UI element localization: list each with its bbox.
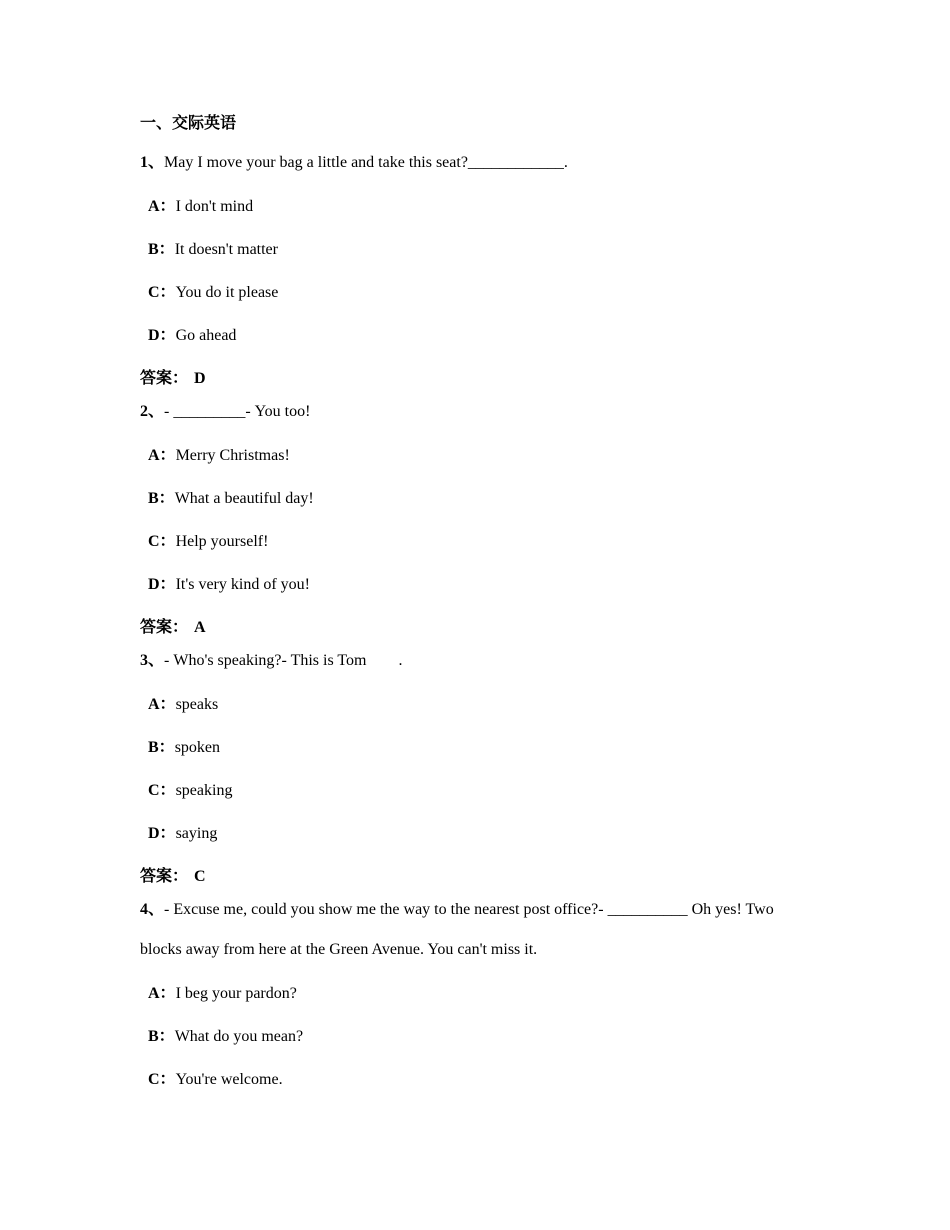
- option-c: [140, 271, 810, 314]
- question-3: [140, 641, 810, 681]
- option-letter: C：: [148, 782, 176, 799]
- question-2: [140, 392, 810, 432]
- option-letter: C：: [148, 533, 176, 550]
- option-letter: A：: [148, 198, 176, 215]
- option-text: Go ahead: [175, 327, 237, 344]
- question-text: - Who's speaking?- This is Tom .: [164, 652, 403, 669]
- option-text: It doesn't matter: [174, 241, 278, 258]
- option-letter: A：: [148, 447, 176, 464]
- option-text: speaking: [175, 782, 233, 799]
- option-text: You do it please: [175, 284, 279, 301]
- option-letter: C：: [148, 1071, 176, 1088]
- option-a: [140, 185, 810, 228]
- option-b: [140, 228, 810, 271]
- option-d: [140, 314, 810, 357]
- answer-value: D: [194, 370, 206, 387]
- question-number: 2、: [140, 403, 165, 420]
- option-b: [140, 1015, 810, 1058]
- option-letter: C：: [148, 284, 176, 301]
- question-1: [140, 143, 810, 183]
- option-b: [140, 726, 810, 769]
- option-text: What do you mean?: [174, 1028, 304, 1045]
- option-letter: D：: [148, 327, 176, 344]
- option-letter: A：: [148, 696, 176, 713]
- option-c: [140, 520, 810, 563]
- option-letter: B：: [148, 490, 175, 507]
- question-text: - _________- You too!: [164, 403, 311, 420]
- option-text: You're welcome.: [175, 1071, 283, 1088]
- option-letter: B：: [148, 241, 175, 258]
- question-number: 4、: [140, 901, 165, 918]
- option-d: [140, 563, 810, 606]
- option-c: [140, 1058, 810, 1101]
- question-4: [140, 890, 810, 970]
- option-c: [140, 769, 810, 812]
- answer-label: 答案：: [140, 370, 189, 387]
- option-text: I don't mind: [175, 198, 254, 215]
- option-letter: D：: [148, 825, 176, 842]
- option-letter: A：: [148, 985, 176, 1002]
- question-text: May I move your bag a little and take this seat?____________.: [164, 154, 568, 171]
- option-text: saying: [175, 825, 218, 842]
- answer-label: 答案：: [140, 868, 189, 885]
- option-letter: B：: [148, 1028, 175, 1045]
- document-content: [140, 112, 810, 1101]
- option-text: Help yourself!: [175, 533, 269, 550]
- option-b: [140, 477, 810, 520]
- option-text: What a beautiful day!: [174, 490, 314, 507]
- section-title: 一、交际英语: [140, 115, 237, 132]
- question-number: 3、: [140, 652, 165, 669]
- question-text: - Excuse me, could you show me the way to the nearest post office?- __________ Oh yes! Two blocks away from here at the Green Avenue. You can't miss it.: [140, 901, 774, 958]
- answer-value: A: [194, 619, 206, 636]
- option-text: I beg your pardon?: [175, 985, 297, 1002]
- option-letter: B：: [148, 739, 175, 756]
- option-text: It's very kind of you!: [175, 576, 310, 593]
- question-number: 1、: [140, 154, 165, 171]
- answer-label: 答案：: [140, 619, 189, 636]
- option-a: [140, 972, 810, 1015]
- option-letter: D：: [148, 576, 176, 593]
- option-d: [140, 812, 810, 855]
- option-a: [140, 434, 810, 477]
- option-text: Merry Christmas!: [175, 447, 290, 464]
- option-text: spoken: [174, 739, 221, 756]
- option-a: [140, 683, 810, 726]
- option-text: speaks: [175, 696, 219, 713]
- answer-value: C: [194, 868, 206, 885]
